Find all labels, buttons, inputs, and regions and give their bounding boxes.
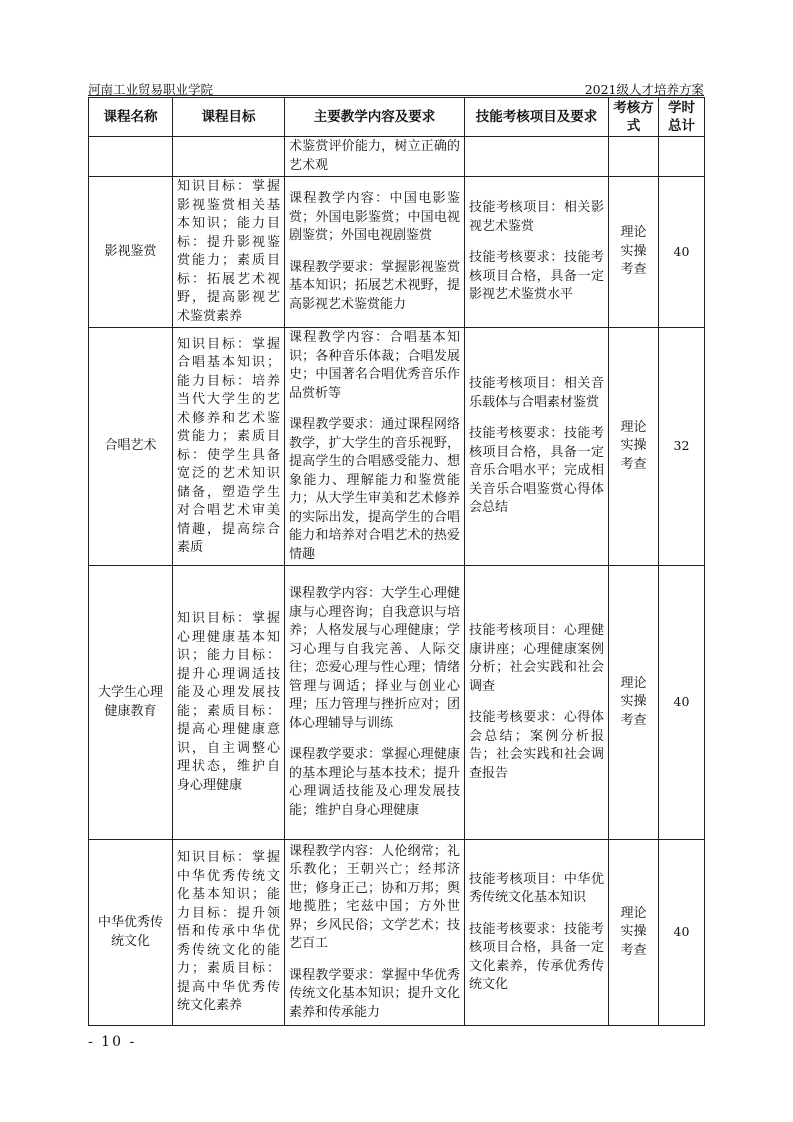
assessment-method: 理论实操考查: [609, 840, 659, 1026]
skill-assessment: [465, 328, 609, 566]
teaching-content: [285, 840, 465, 1026]
header-teaching-content: 主要教学内容及要求: [285, 98, 465, 137]
skill-items: 技能考核项目：相关音乐载体与合唱素材鉴赏: [469, 376, 604, 410]
teaching-content: [285, 566, 465, 840]
skill-items: 技能考核项目：相关影视艺术鉴赏: [469, 200, 604, 234]
header-document-title: 2021级人才培养方案: [584, 82, 704, 97]
table-header-row: [89, 98, 705, 137]
teaching-content-items: 课程教学内容：人伦纲常；礼乐教化；王朝兴亡；经邦济世；修身正己；协和万邦；舆地揽胜；宅兹中国；方外世界；乡风民俗；文学艺术；技艺百工: [289, 843, 460, 952]
header-institution: 河南工业贸易职业学院: [88, 82, 214, 97]
course-goal: 知识目标：掌握影视鉴赏相关基本知识；能力目标：提升影视鉴赏能力；素质目标：拓展艺术视野，提高影视艺术鉴赏素养: [173, 177, 285, 328]
total-hours: 32: [659, 328, 705, 566]
total-hours: 40: [659, 177, 705, 328]
total-hours: [659, 137, 705, 177]
course-name: 合唱艺术: [89, 328, 173, 566]
course-goal: 知识目标：掌握合唱基本知识；能力目标：培养当代大学生的艺术修养和艺术鉴赏能力；素质目标：使学生具备宽泛的艺术知识储备，塑造学生对合唱艺术审美情趣，提高综合素质: [173, 328, 285, 566]
skill-items: 技能考核项目：心理健康讲座；心理健康案例分析；社会实践和社会调查: [469, 623, 604, 694]
teaching-requirements: 课程教学要求：掌握影视鉴赏基本知识；拓展艺术视野，提高影视艺术鉴赏能力: [289, 259, 460, 312]
course-goal: 知识目标：掌握心理健康基本知识；能力目标：提升心理调适技能及心理发展技能；素质目标：提高心理健康意识，自主调整心理状态，维护自身心理健康: [173, 566, 285, 840]
teaching-content: [285, 177, 465, 328]
header-rule: [88, 95, 704, 96]
teaching-requirements: 课程教学要求：通过课程网络教学，扩大学生的音乐视野，提高学生的合唱感受能力、想象能力、理解能力和鉴赏能力；从大学生审美和艺术修养的实际出发，提高学生的合唱能力和培养对合唱艺术的热爱情趣: [289, 417, 460, 562]
table-row: [89, 566, 705, 840]
table-row: [89, 177, 705, 328]
skill-requirements: 技能考核要求：心得体会总结；案例分析报告；社会实践和社会调查报告: [469, 710, 604, 781]
course-name: 中华优秀传统文化: [89, 840, 173, 1026]
header-course-goal: 课程目标: [173, 98, 285, 137]
table-row: [89, 137, 705, 177]
skill-requirements: 技能考核要求：技能考核项目合格，具备一定文化素养，传承优秀传统文化: [469, 921, 604, 992]
curriculum-table: [88, 97, 705, 1026]
teaching-content: [285, 328, 465, 566]
skill-assessment: [465, 566, 609, 840]
course-name: 影视鉴赏: [89, 177, 173, 328]
teaching-content-items: 课程教学内容：大学生心理健康与心理咨询；自我意识与培养；人格发展与心理健康；学习心理与自我完善、人际交往；恋爱心理与性心理；情绪管理与调适；择业与创业心理；压力管理与挫折应对；团体心理辅导与训练: [289, 586, 460, 731]
header-assessment-method: 考核方式: [609, 98, 659, 137]
assessment-method: 理论实操考查: [609, 328, 659, 566]
total-hours: 40: [659, 566, 705, 840]
assessment-method: 理论实操考查: [609, 177, 659, 328]
course-name: [89, 137, 173, 177]
course-goal: 知识目标：掌握中华优秀传统文化基本知识；能力目标：提升领悟和传承中华优秀传统文化的能力；素质目标：提高中华优秀传统文化素养: [173, 840, 285, 1026]
teaching-requirements: 课程教学要求：掌握中华优秀传统文化基本知识；提升文化素养和传承能力: [289, 967, 460, 1020]
page-number: - 10 -: [88, 1034, 137, 1050]
course-name: 大学生心理健康教育: [89, 566, 173, 840]
skill-assessment: [465, 840, 609, 1026]
skill-assessment: [465, 177, 609, 328]
header-skill-assessment: 技能考核项目及要求: [465, 98, 609, 137]
skill-requirements: 技能考核要求：技能考核项目合格，具备一定音乐合唱水平；完成相关音乐合唱鉴赏心得体会总结: [469, 426, 604, 516]
teaching-requirements: 术鉴赏评价能力，树立正确的艺术观: [289, 139, 460, 173]
assessment-method: [609, 137, 659, 177]
table-row: [89, 840, 705, 1026]
table-row: [89, 328, 705, 566]
header-course-name: 课程名称: [89, 98, 173, 137]
teaching-content-items: 课程教学内容：中国电影鉴赏；外国电影鉴赏；中国电视剧鉴赏；外国电视剧鉴赏: [289, 191, 460, 243]
skill-assessment: [465, 137, 609, 177]
teaching-content-items: 课程教学内容：合唱基本知识；各种音乐体裁；合唱发展史；中国著名合唱优秀音乐作品赏析等: [289, 330, 460, 401]
teaching-content: [285, 137, 465, 177]
teaching-requirements: 课程教学要求：掌握心理健康的基本理论与基本技术；提升心理调适技能及心理发展技能；维护自身心理健康: [289, 747, 460, 818]
course-goal: [173, 137, 285, 177]
total-hours: 40: [659, 840, 705, 1026]
skill-requirements: 技能考核要求：技能考核项目合格，具备一定影视艺术鉴赏水平: [469, 250, 604, 303]
assessment-method: 理论实操考查: [609, 566, 659, 840]
skill-items: 技能考核项目：中华优秀传统文化基本知识: [469, 871, 604, 905]
header-total-hours: 学时总计: [659, 98, 705, 137]
